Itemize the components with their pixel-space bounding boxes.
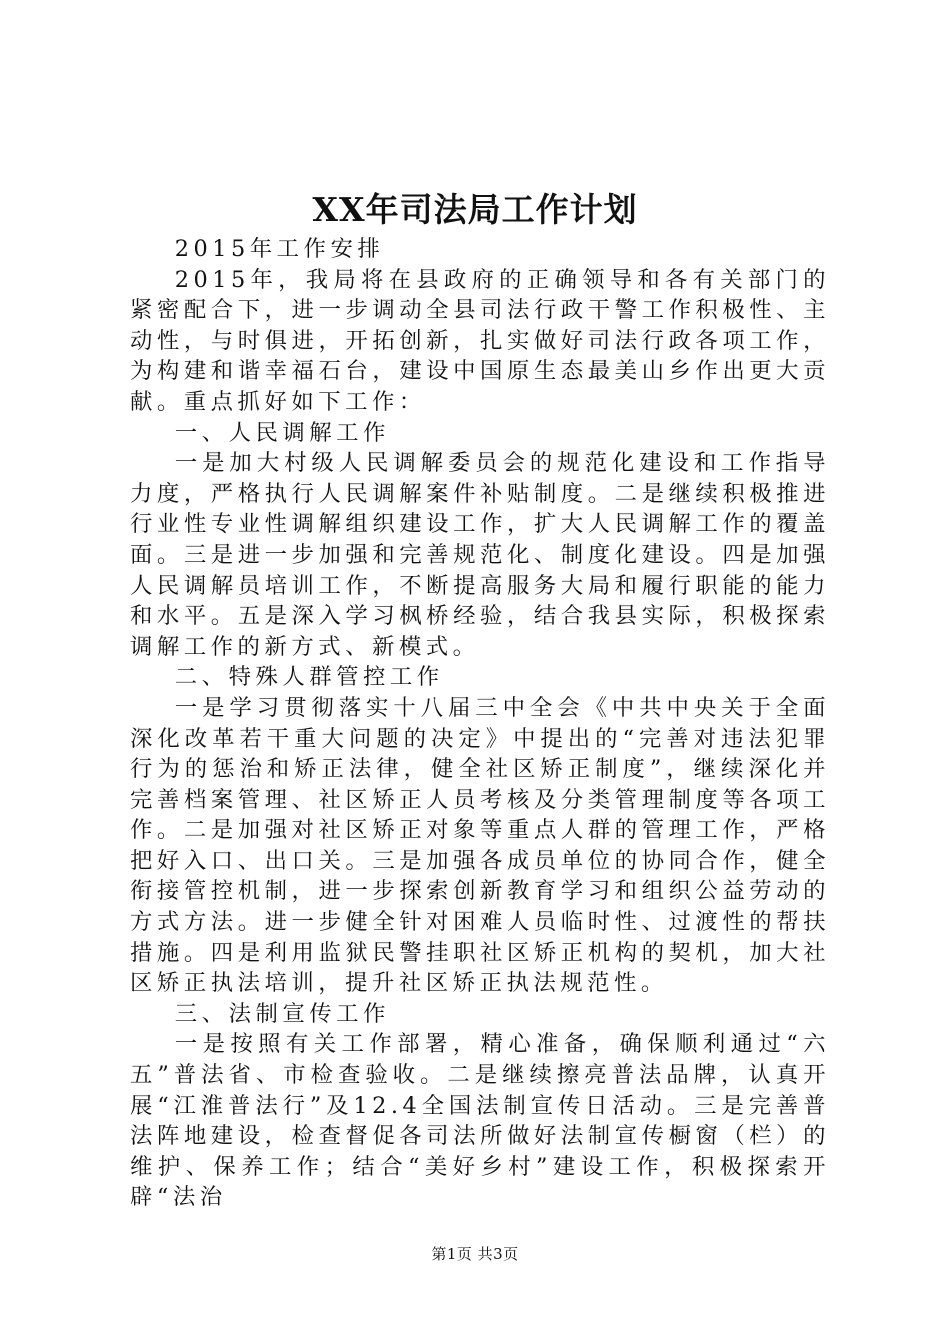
page-number-footer: 第1页 共3页 xyxy=(431,1245,519,1263)
section-heading-special-groups: 二、特殊人群管控工作 xyxy=(174,664,444,691)
section-heading-mediation: 一、人民调解工作 xyxy=(174,419,390,446)
special-groups-paragraph: 一是学习贯彻落实十八届三中全会《中共中央关于全面深化改革若干重大问题的决定》中提出的“完善对违法犯罪行为的惩治和矫正法律，健全社区矫正制度”，继续深化并完善档案管理、社区矫正人员考核及分类管理制度等各项工作。二是加强对社区矫正对象等重点人群的管理工作，严格把好入口、出口关。三是加强各成员单位的协同合作，健全衔接管控机制，进一步探索创新教育学习和组织公益劳动的方式方法。进一步健全针对困难人员临时性、过渡性的帮扶措施。四是利用监狱民警挂职社区矫正机构的契机，加大社区矫正执法培训，提升社区矫正执法规范性。 xyxy=(130,694,830,997)
document-title: XX年司法局工作计划 xyxy=(312,190,638,229)
document-body xyxy=(130,234,830,1213)
mediation-paragraph: 一是加大村级人民调解委员会的规范化建设和工作指导力度，严格执行人民调解案件补贴制度。二是继续积极推进行业性专业性调解组织建设工作，扩大人民调解工作的覆盖面。三是进一步加强和完善规范化、制度化建设。四是加强人民调解员培训工作，不断提高服务大局和履行职能的能力和水平。五是深入学习枫桥经验，结合我县实际，积极探索调解工作的新方式、新模式。 xyxy=(130,450,830,660)
intro-paragraph: 2015年，我局将在县政府的正确领导和各有关部门的紧密配合下，进一步调动全县司法行政干警工作积极性、主动性，与时俱进，开拓创新，扎实做好司法行政各项工作，为构建和谐幸福石台，建设中国原生态最美山乡作出更大贡献。重点抓好如下工作： xyxy=(130,266,830,415)
section-heading-legal-publicity: 三、法制宣传工作 xyxy=(174,1000,390,1027)
section-heading-schedule: 2015年工作安排 xyxy=(174,236,385,262)
legal-publicity-paragraph: 一是按照有关工作部署，精心准备，确保顺利通过“六五”普法省、市检查验收。二是继续擦亮普法品牌，认真开展“江淮普法行”及12.4全国法制宣传日活动。三是完善普法阵地建设，检查督促各司法所做好法制宣传橱窗（栏）的维护、保养工作；结合“美好乡村”建设工作，积极探索开辟“法治 xyxy=(130,1031,830,1211)
